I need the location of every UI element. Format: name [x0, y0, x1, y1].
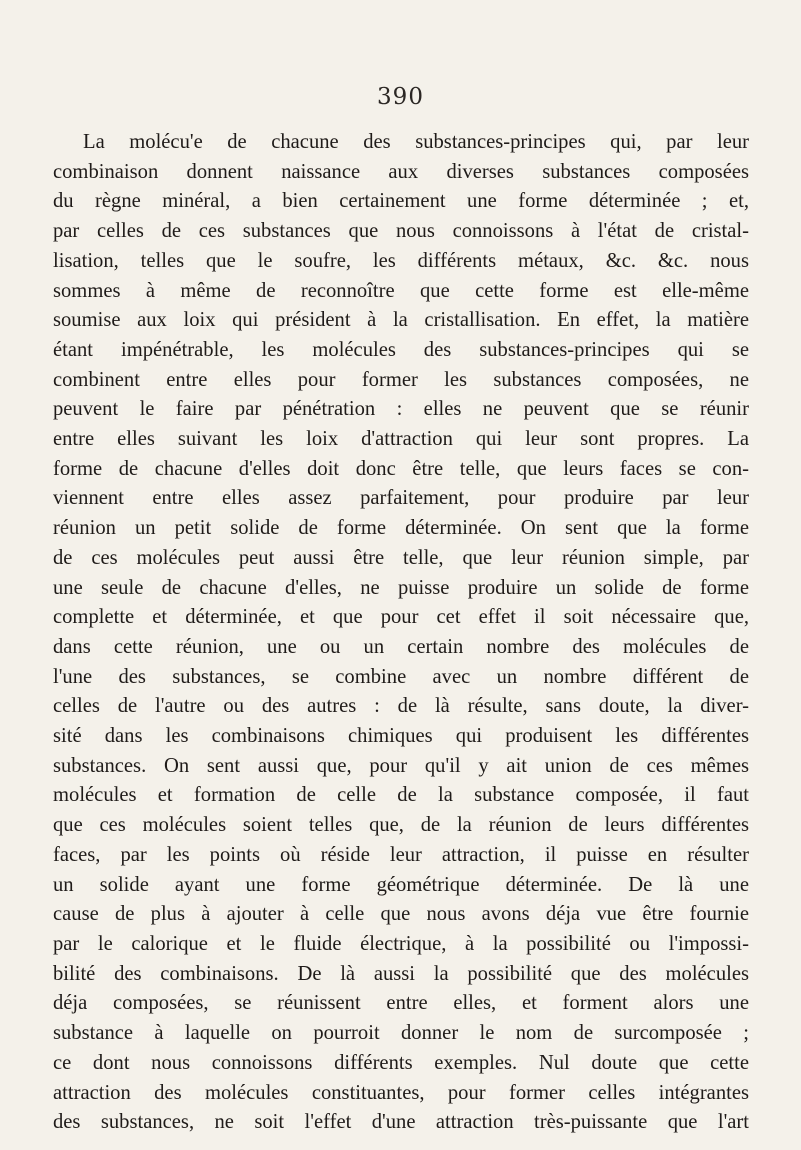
text-line: peuvent le faire par pénétration : elles ne peuvent que se réunir — [53, 398, 749, 421]
text-line: bilité des combinaisons. De là aussi la possibilité que des molécules — [53, 962, 749, 985]
text-line: par celles de ces substances que nous connoissons à l'état de cristal- — [53, 220, 749, 243]
text-line: que ces molécules soient telles que, de la réunion de leurs différentes — [53, 814, 749, 837]
text-line: complette et déterminée, et que pour cet effet il soit nécessaire que, — [53, 606, 749, 629]
page-number: 390 — [377, 84, 424, 110]
text-line: réunion un petit solide de forme déterminée. On sent que la forme — [53, 517, 749, 540]
text-line: molécules et formation de celle de la substance composée, il faut — [53, 784, 749, 807]
text-line: forme de chacune d'elles doit donc être telle, que leurs faces se con- — [53, 457, 749, 480]
text-line: de ces molécules peut aussi être telle, que leur réunion simple, par — [53, 546, 749, 569]
body-text — [53, 128, 749, 1138]
text-line: du règne minéral, a bien certainement une forme déterminée ; et, — [53, 190, 749, 213]
text-line: entre elles suivant les loix d'attraction qui leur sont propres. La — [53, 428, 749, 451]
text-line: l'une des substances, se combine avec un nombre différent de — [53, 665, 749, 688]
text-line: des substances, ne soit l'effet d'une attraction très-puissante que l'art — [53, 1111, 749, 1134]
text-line: combinent entre elles pour former les substances composées, ne — [53, 368, 749, 391]
text-line: une seule de chacune d'elles, ne puisse produire un solide de forme — [53, 576, 749, 599]
text-line: faces, par les points où réside leur attraction, il puisse en résulter — [53, 843, 749, 866]
text-line: substance à laquelle on pourroit donner le nom de surcomposée ; — [53, 1022, 749, 1045]
text-line: sité dans les combinaisons chimiques qui produisent les différentes — [53, 725, 749, 748]
text-line: un solide ayant une forme géométrique déterminée. De là une — [53, 873, 749, 896]
text-line: combinaison donnent naissance aux diverses substances composées — [53, 160, 749, 183]
text-line: ce dont nous connoissons différents exemples. Nul doute que cette — [53, 1051, 749, 1074]
text-line: sommes à même de reconnoître que cette forme est elle-même — [53, 279, 749, 302]
text-line: viennent entre elles assez parfaitement, pour produire par leur — [53, 487, 749, 510]
text-line: attraction des molécules constituantes, pour former celles intégrantes — [53, 1081, 749, 1104]
text-line: celles de l'autre ou des autres : de là résulte, sans doute, la diver- — [53, 695, 749, 718]
text-line: dans cette réunion, une ou un certain nombre des molécules de — [53, 635, 749, 658]
text-line: étant impénétrable, les molécules des substances-principes qui se — [53, 338, 749, 361]
text-line: soumise aux loix qui président à la cristallisation. En effet, la matière — [53, 309, 749, 332]
text-line: cause de plus à ajouter à celle que nous avons déja vue être fournie — [53, 903, 749, 926]
text-line: substances. On sent aussi que, pour qu'il y ait union de ces mêmes — [53, 754, 749, 777]
text-line: lisation, telles que le soufre, les différents métaux, &c. &c. nous — [53, 249, 749, 272]
text-line: déja composées, se réunissent entre elles, et forment alors une — [53, 992, 749, 1015]
text-line: par le calorique et le fluide électrique, à la possibilité ou l'impossi- — [53, 932, 749, 955]
text-line: La molécu'e de chacune des substances-principes qui, par leur — [83, 131, 749, 153]
